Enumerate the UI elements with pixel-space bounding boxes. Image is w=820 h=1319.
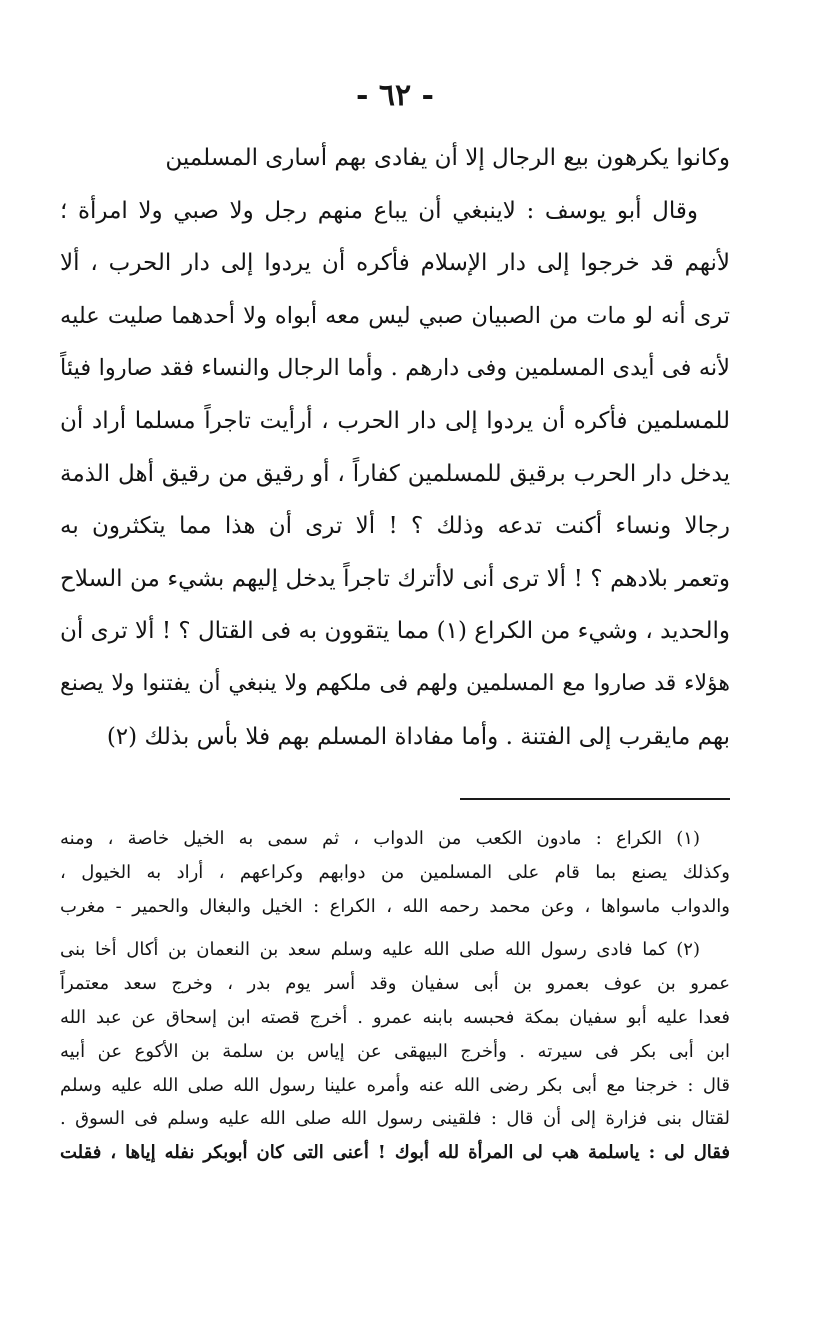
text-line: للمسلمين فأكره أن يردوا إلى دار الحرب ، أرأيت تاجراً مسلما أراد أن	[60, 407, 730, 434]
footnote-gap	[60, 923, 730, 933]
text-line: لأنهم قد خرجوا إلى دار الإسلام فأكره أن يردوا إلى دار الحرب ، ألا	[60, 250, 730, 277]
text-line: يدخل دار الحرب برقيق للمسلمين كفاراً ، أو رقيق من رقيق أهل الذمة	[60, 460, 730, 487]
footnote-line: والدواب ماسواها ، وعن محمد رحمه الله ، الكراع : الخيل والبغال والحمير - مغرب	[60, 895, 730, 917]
footnote-line: عمرو بن عوف بعمرو بن أبى سفيان وقد أسر يوم بدر ، وخرج سعد معتمراً	[60, 973, 730, 995]
text-line: والحديد ، وشيء من الكراع (١) مما يتقوون به فى القتال ؟ ! ألا ترى أن	[60, 618, 730, 645]
footnote-line: وكذلك يصنع بما قام على المسلمين من دوابهم وكراعهم ، أراد به الخيول ،	[60, 861, 730, 883]
footnote-line: (٢) كما فادى رسول الله صلى الله عليه وسلم سعد بن النعمان بن أكال أخا بنى	[60, 939, 700, 961]
text-line: رجالا ونساء أكنت تدعه وذلك ؟ ! ألا ترى أن هذا مما يتكثرون به	[60, 513, 730, 540]
page-number: - ٦٢ -	[355, 78, 435, 113]
text-line: وتعمر بلادهم ؟ ! ألا ترى أنى لاأترك تاجراً يدخل إليهم بشيء من السلاح	[60, 565, 730, 592]
footnote-2	[60, 933, 730, 1170]
footnote-separator	[460, 798, 730, 800]
text-line: ترى أنه لو مات من الصبيان صبي ليس معه أبواه ولا أحدهما صليت عليه	[60, 302, 730, 329]
text-line: لأنه فى أيدى المسلمين وفى دارهم . وأما الرجال والنساء فقد صاروا فيئاً	[60, 355, 730, 382]
text-line: بهم مايقرب إلى الفتنة . وأما مفاداة المسلم بهم فلا بأس بذلك (٢)	[106, 723, 730, 750]
footnote-line: ابن أبى بكر فى سيرته . وأخرج البيهقى عن إياس بن سلمة بن الأكوع عن أبيه	[60, 1040, 730, 1062]
footnote-line: (١) الكراع : مادون الكعب من الدواب ، ثم سمى به الخيل خاصة ، ومنه	[60, 828, 700, 849]
footnote-line: فقال لى : ياسلمة هب لى المرأة لله أبوك ! أعنى التى كان أبوبكر نفله إياها ، فقلت	[60, 1142, 730, 1164]
text-line: هؤلاء قد صاروا مع المسلمين ولهم فى ملكهم ولا ينبغي أن يفتنوا ولا يصنع	[60, 670, 730, 696]
footnote-line: قال : خرجنا مع أبى بكر رضى الله عنه وأمره علينا رسول الله صلى الله عليه وسلم	[60, 1074, 730, 1096]
main-text	[60, 132, 730, 763]
footnote-line: فعدا عليه أبو سفيان بمكة فحبسه بابنه عمرو . أخرج قصته ابن إسحاق عن عبد الله	[60, 1006, 730, 1028]
text-line: وقال أبو يوسف : لاينبغي أن يباع منهم رجل ولا صبي ولا امرأة ؛	[60, 197, 698, 224]
book-page	[60, 0, 730, 1319]
footnote-1	[60, 822, 730, 923]
footnote-line: لقتال بنى فزارة إلى أن قال : فلقينى رسول الله صلى الله عليه وسلم فى السوق .	[60, 1108, 730, 1130]
text-line: وكانوا يكرهون بيع الرجال إلا أن يفادى بهم أسارى المسلمين	[165, 145, 730, 171]
footnotes	[60, 822, 730, 1170]
